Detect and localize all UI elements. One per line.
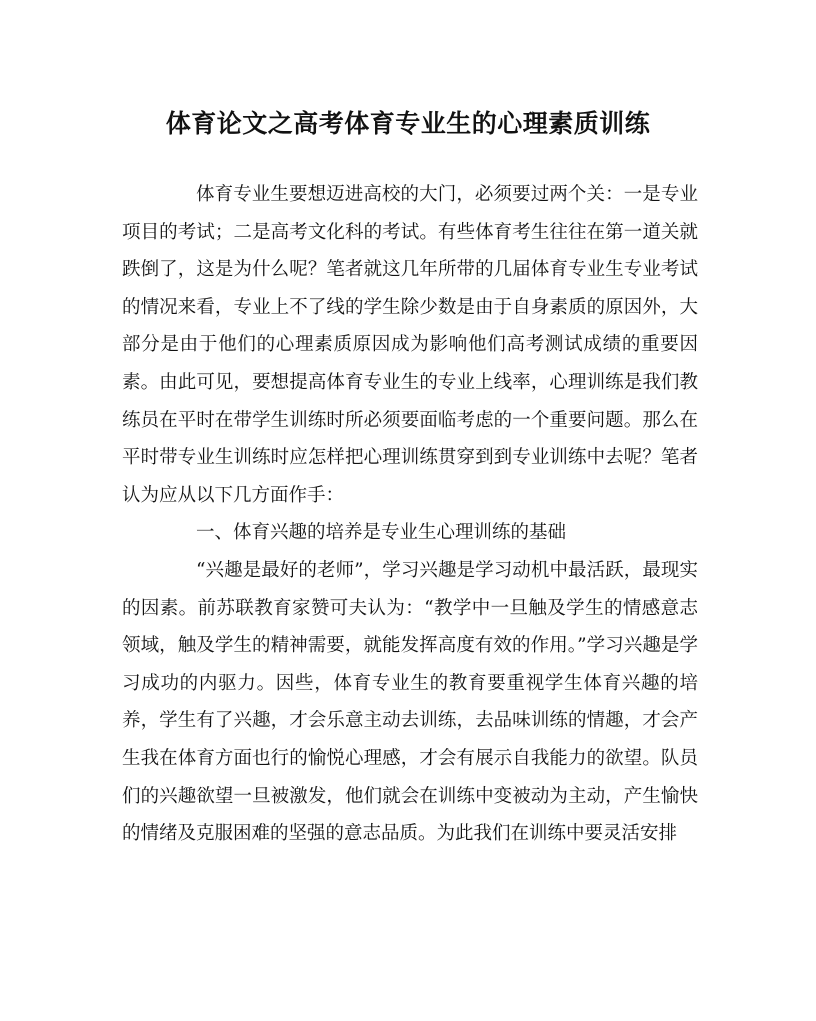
section-heading-1: 一、体育兴趣的培养是专业生心理训练的基础 <box>196 522 567 544</box>
paragraph-intro: 体育专业生要想迈进高校的大门，必须要过两个关：一是专业项目的考试；二是高考文化科的考试。有些体育考生往往在第一道关就跌倒了，这是为什么呢？笔者就这几年所带的几届体育专业生专业考试的情况来看，专业上不了线的学生除少数是由于自身素质的原因外，大部分是由于他们的心理素质原因成为影响他们高考测试成绩的重要因素。由此可见，要想提高体育专业生的专业上线率，心理训练是我们教练员在平时在带学生训练时所必须要面临考虑的一个重要问题。那么在平时带专业生训练时应怎样把心理训练贯穿到到专业训练中去呢？笔者认为应从以下几方面作手： <box>122 184 698 506</box>
paragraph-interest: “兴趣是最好的老师”，学习兴趣是学习动机中最活跃，最现实的因素。前苏联教育家赞可夫认为：“教学中一旦触及学生的情感意志领域，触及学生的精神需要，就能发挥高度有效的作用。”学习兴趣是学习成功的内驱力。因些，体育专业生的教育要重视学生体育兴趣的培养，学生有了兴趣，才会乐意主动去训练，去品味训练的情趣，才会产生我在体育方面也行的愉悦心理感，才会有展示自我能力的欲望。队员们的兴趣欲望一旦被激发，他们就会在训练中变被动为主动，产生愉快的情绪及克服困难的坚强的意志品质。为此我们在训练中要灵活安排 <box>122 559 698 845</box>
document-title: 体育论文之高考体育专业生的心理素质训练 <box>165 109 651 138</box>
document-body <box>122 176 698 853</box>
